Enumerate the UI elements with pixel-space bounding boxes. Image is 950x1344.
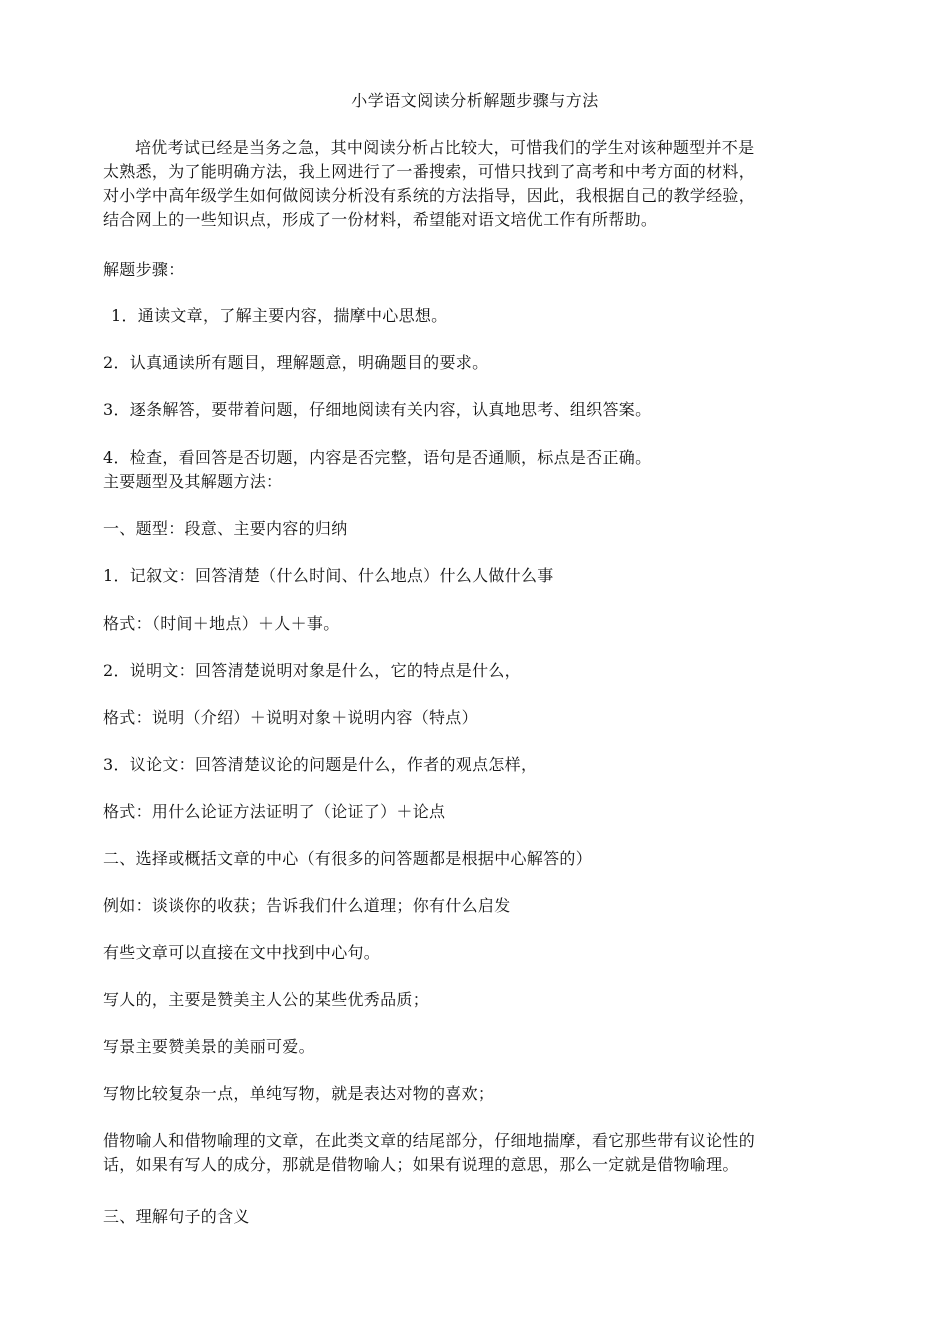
paragraph: 有些文章可以直接在文中找到中心句。	[103, 943, 381, 962]
paragraph: 写物比较复杂一点，单纯写物，就是表达对物的喜欢；	[103, 1084, 495, 1103]
step-item: 3．逐条解答，要带着问题，仔细地阅读有关内容，认真地思考、组织答案。	[103, 400, 652, 419]
paragraph: 写景主要赞美景的美丽可爱。	[103, 1037, 315, 1056]
format-line: 格式：用什么论证方法证明了（论证了）＋论点	[103, 802, 446, 821]
format-line: 格式：说明（介绍）＋说明对象＋说明内容（特点）	[103, 708, 478, 727]
section-heading: 三、理解句子的含义	[103, 1207, 250, 1226]
section-heading: 二、选择或概括文章的中心（有很多的问答题都是根据中心解答的）	[103, 849, 593, 868]
step-item: 4．检查，看回答是否切题，内容是否完整，语句是否通顺，标点是否正确。	[103, 448, 652, 467]
paragraph-line: 借物喻人和借物喻理的文章，在此类文章的结尾部分，仔细地揣摩，看它那些带有议论性的	[103, 1131, 756, 1150]
intro-line: 培优考试已经是当务之急，其中阅读分析占比较大，可惜我们的学生对该种题型并不是	[135, 138, 755, 157]
list-item: 1．记叙文：回答清楚（什么时间、什么地点）什么人做什么事	[103, 566, 554, 585]
section-heading: 一、题型：段意、主要内容的归纳	[103, 519, 348, 538]
paragraph: 写人的，主要是赞美主人公的某些优秀品质；	[103, 990, 430, 1009]
steps-heading: 解题步骤：	[103, 260, 185, 279]
intro-line: 对小学中高年级学生如何做阅读分析没有系统的方法指导，因此，我根据自己的教学经验，	[103, 186, 756, 205]
paragraph-line: 话，如果有写人的成分，那就是借物喻人；如果有说理的意思，那么一定就是借物喻理。	[103, 1155, 739, 1174]
paragraph	[103, 1129, 853, 1177]
list-item: 2．说明文：回答清楚说明对象是什么，它的特点是什么，	[103, 661, 521, 680]
list-item: 3．议论文：回答清楚议论的问题是什么，作者的观点怎样，	[103, 755, 538, 774]
document-title: 小学语文阅读分析解题步骤与方法	[351, 91, 599, 110]
intro-paragraph	[103, 136, 853, 232]
types-heading: 主要题型及其解题方法：	[103, 472, 283, 491]
example-line: 例如：谈谈你的收获；告诉我们什么道理；你有什么启发	[103, 896, 511, 915]
step-item: 1．通读文章，了解主要内容，揣摩中心思想。	[111, 306, 448, 325]
intro-line: 结合网上的一些知识点，形成了一份材料，希望能对语文培优工作有所帮助。	[103, 210, 658, 229]
format-line: 格式：（时间＋地点）＋人＋事。	[103, 614, 340, 633]
step-item: 2．认真通读所有题目，理解题意，明确题目的要求。	[103, 353, 489, 372]
intro-line: 太熟悉，为了能明确方法，我上网进行了一番搜索，可惜只找到了高考和中考方面的材料，	[103, 162, 756, 181]
